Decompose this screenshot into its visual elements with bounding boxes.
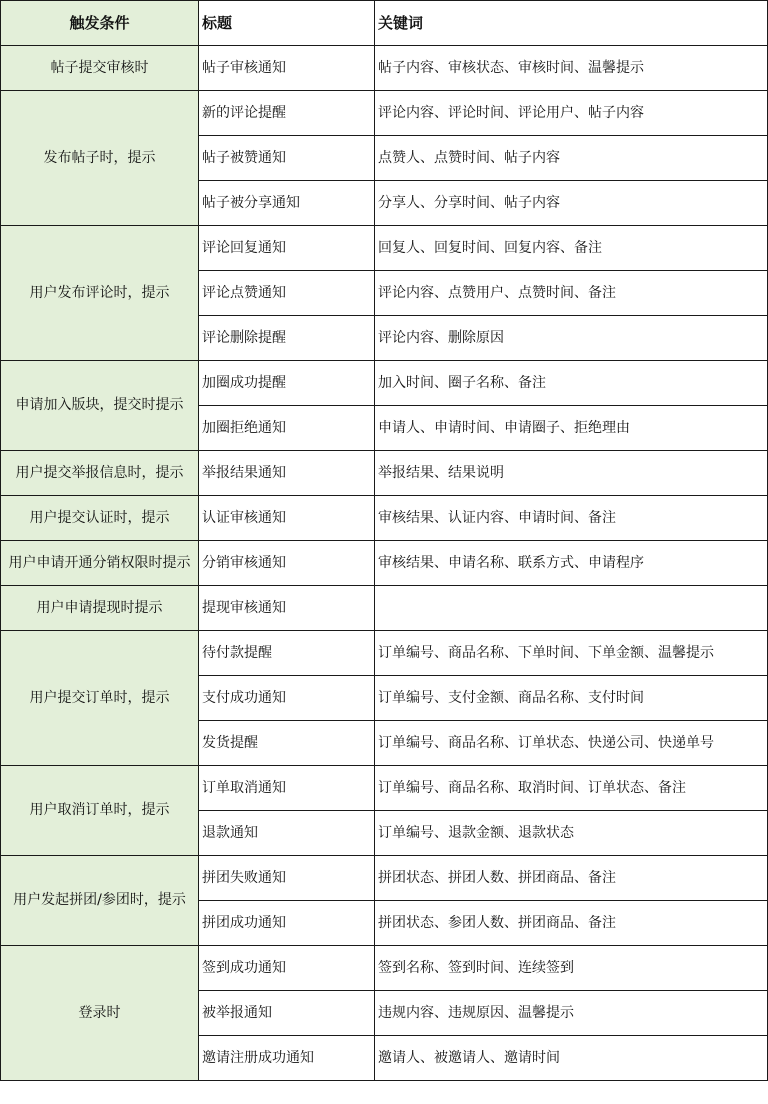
title-cell: 订单取消通知 [199,766,375,811]
table-row [1,766,768,811]
keywords-cell: 拼团状态、参团人数、拼团商品、备注 [375,901,768,946]
keywords-cell: 邀请人、被邀请人、邀请时间 [375,1036,768,1081]
trigger-cell: 用户发起拼团/参团时，提示 [1,856,199,946]
keywords-cell: 申请人、申请时间、申请圈子、拒绝理由 [375,406,768,451]
trigger-cell: 用户取消订单时，提示 [1,766,199,856]
trigger-cell: 用户申请提现时提示 [1,586,199,631]
title-cell: 拼团成功通知 [199,901,375,946]
title-cell: 拼团失败通知 [199,856,375,901]
header-title: 标题 [199,1,375,46]
title-cell: 举报结果通知 [199,451,375,496]
title-cell: 评论回复通知 [199,226,375,271]
keywords-cell: 订单编号、退款金额、退款状态 [375,811,768,856]
header-trigger: 触发条件 [1,1,199,46]
trigger-cell: 用户提交认证时，提示 [1,496,199,541]
title-cell: 评论点赞通知 [199,271,375,316]
title-cell: 帖子审核通知 [199,46,375,91]
keywords-cell: 订单编号、商品名称、取消时间、订单状态、备注 [375,766,768,811]
title-cell: 发货提醒 [199,721,375,766]
keywords-cell [375,586,768,631]
keywords-cell: 帖子内容、审核状态、审核时间、温馨提示 [375,46,768,91]
keywords-cell: 分享人、分享时间、帖子内容 [375,181,768,226]
title-cell: 评论删除提醒 [199,316,375,361]
keywords-cell: 订单编号、商品名称、下单时间、下单金额、温馨提示 [375,631,768,676]
keywords-cell: 拼团状态、拼团人数、拼团商品、备注 [375,856,768,901]
title-cell: 提现审核通知 [199,586,375,631]
keywords-cell: 违规内容、违规原因、温馨提示 [375,991,768,1036]
title-cell: 待付款提醒 [199,631,375,676]
title-cell: 帖子被分享通知 [199,181,375,226]
title-cell: 帖子被赞通知 [199,136,375,181]
title-cell: 分销审核通知 [199,541,375,586]
trigger-cell: 用户发布评论时，提示 [1,226,199,361]
table-row [1,586,768,631]
keywords-cell: 订单编号、支付金额、商品名称、支付时间 [375,676,768,721]
title-cell: 签到成功通知 [199,946,375,991]
title-cell: 退款通知 [199,811,375,856]
table-row [1,91,768,136]
keywords-cell: 审核结果、申请名称、联系方式、申请程序 [375,541,768,586]
table-row [1,46,768,91]
table-row [1,856,768,901]
keywords-cell: 加入时间、圈子名称、备注 [375,361,768,406]
keywords-cell: 签到名称、签到时间、连续签到 [375,946,768,991]
table-row [1,541,768,586]
header-keywords: 关键词 [375,1,768,46]
keywords-cell: 订单编号、商品名称、订单状态、快递公司、快递单号 [375,721,768,766]
title-cell: 认证审核通知 [199,496,375,541]
trigger-cell: 发布帖子时，提示 [1,91,199,226]
table-row [1,496,768,541]
table-row [1,451,768,496]
table-row [1,946,768,991]
keywords-cell: 评论内容、评论时间、评论用户、帖子内容 [375,91,768,136]
table-row [1,361,768,406]
trigger-cell: 登录时 [1,946,199,1081]
keywords-cell: 举报结果、结果说明 [375,451,768,496]
keywords-cell: 点赞人、点赞时间、帖子内容 [375,136,768,181]
title-cell: 新的评论提醒 [199,91,375,136]
title-cell: 加圈拒绝通知 [199,406,375,451]
trigger-cell: 用户提交举报信息时，提示 [1,451,199,496]
keywords-cell: 评论内容、删除原因 [375,316,768,361]
trigger-cell: 用户提交订单时，提示 [1,631,199,766]
table-row [1,226,768,271]
title-cell: 加圈成功提醒 [199,361,375,406]
trigger-cell: 申请加入版块，提交时提示 [1,361,199,451]
title-cell: 支付成功通知 [199,676,375,721]
trigger-cell: 用户申请开通分销权限时提示 [1,541,199,586]
header-row [1,1,768,46]
keywords-cell: 审核结果、认证内容、申请时间、备注 [375,496,768,541]
title-cell: 邀请注册成功通知 [199,1036,375,1081]
keywords-cell: 回复人、回复时间、回复内容、备注 [375,226,768,271]
table-body [1,46,768,1081]
title-cell: 被举报通知 [199,991,375,1036]
trigger-cell: 帖子提交审核时 [1,46,199,91]
table-row [1,631,768,676]
keywords-cell: 评论内容、点赞用户、点赞时间、备注 [375,271,768,316]
